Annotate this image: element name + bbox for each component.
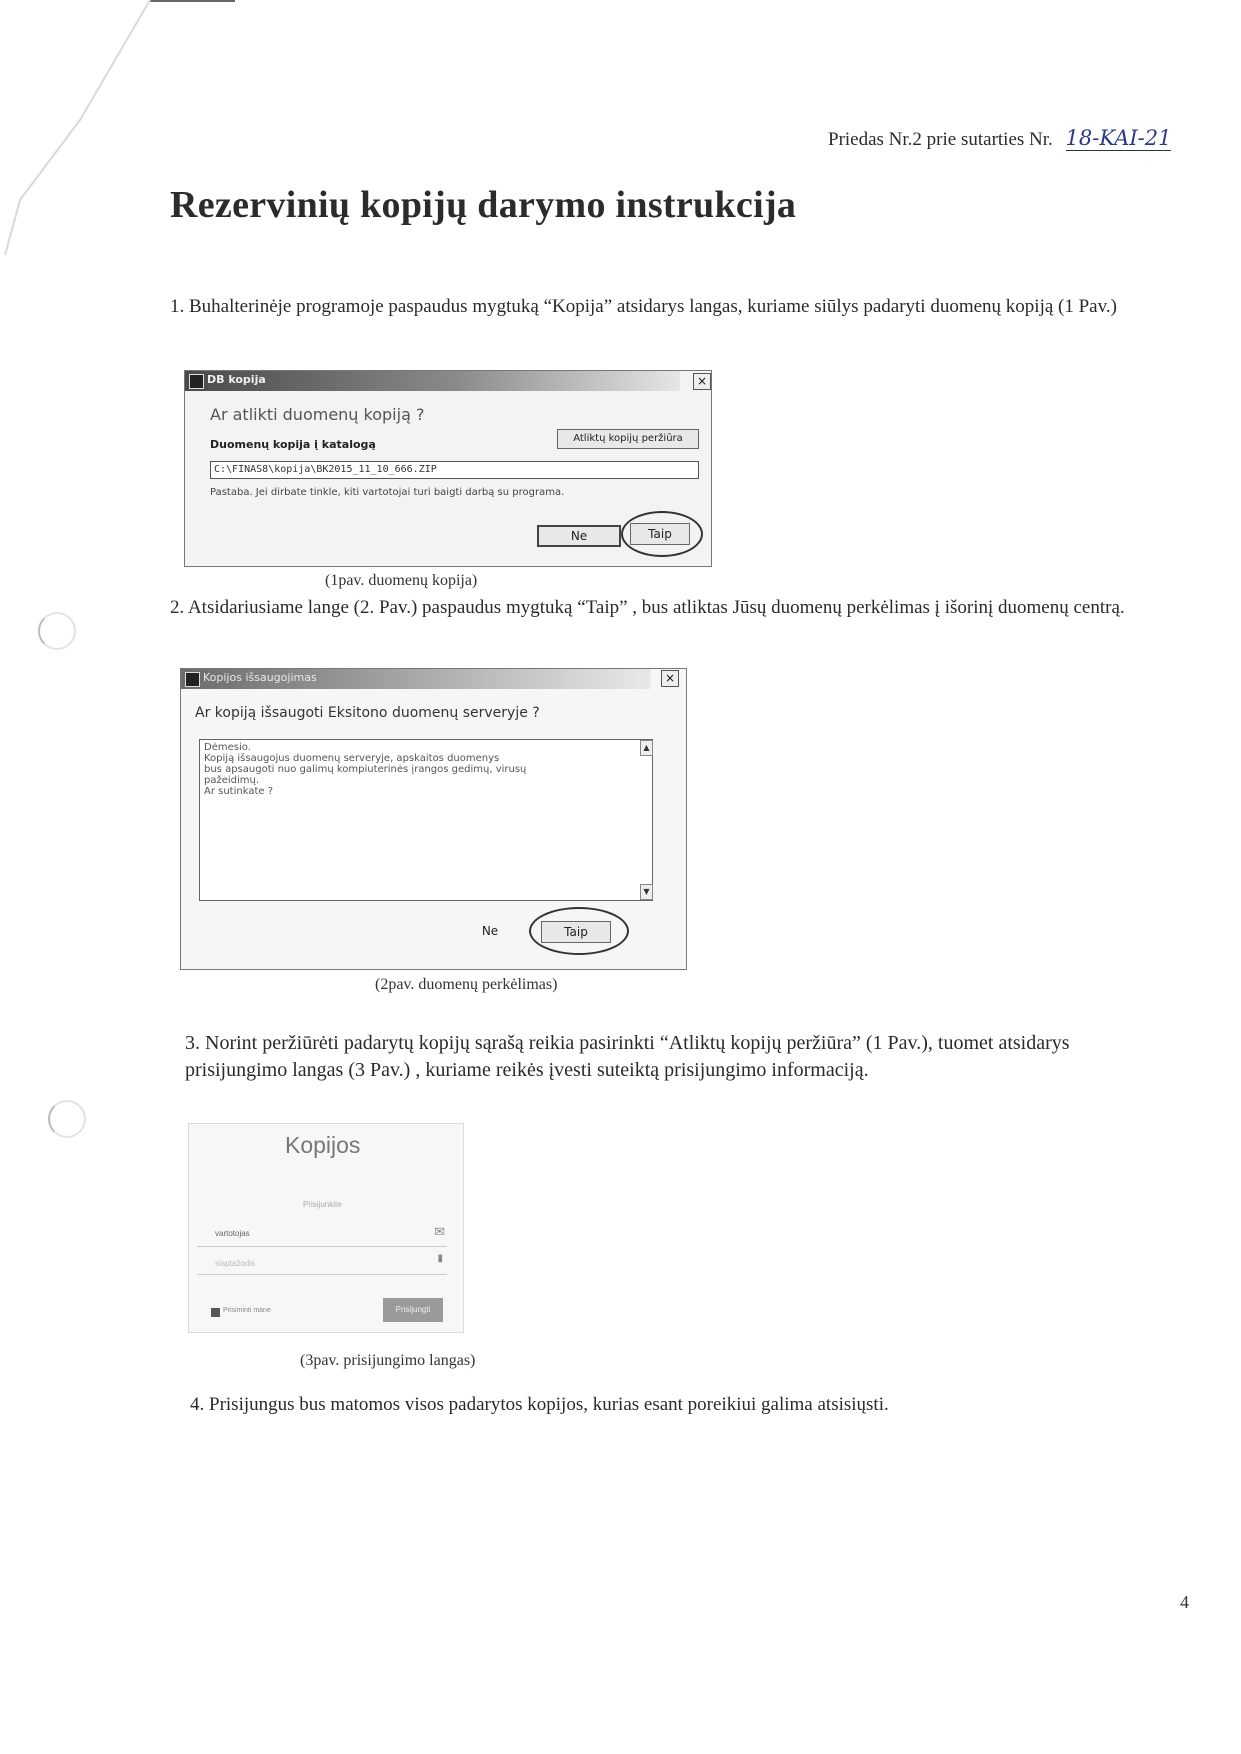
save-question: Ar kopiją išsaugoti Eksitono duomenų serveryje ? xyxy=(195,705,540,721)
message-line: bus apsaugoti nuo galimų kompiuterinės įrangos gedimų, virusų xyxy=(204,764,527,775)
network-note: Pastaba. Jei dirbate tinkle, kiti vartotojai turi baigti darbą su programa. xyxy=(210,487,565,498)
app-icon xyxy=(189,374,204,389)
yes-button[interactable]: Taip xyxy=(541,921,611,943)
remember-me-checkbox[interactable] xyxy=(211,1308,220,1317)
dialog-title: Kopijos išsaugojimas xyxy=(203,671,317,684)
step-3-text: 3. Norint peržiūrėti padarytų kopijų sąrašą reikia pasirinkti “Atliktų kopijų peržiūra” (1 Pav.), tuomet atsidarys prisijungimo langas (3 Pav.) , kuriame reikės įvesti suteiktą prisijungimo informaciją. xyxy=(185,1032,1070,1081)
message-line: Ar sutinkate ? xyxy=(204,786,274,797)
highlight-circle xyxy=(529,907,629,955)
step-1-text: 1. Buhalterinėje programoje paspaudus mygtuką “Kopija” atsidarys langas, kuriame siūlys padaryti duomenų kopiją (1 Pav.) xyxy=(170,296,1117,317)
contract-number: 18-KAI-21 xyxy=(1065,126,1172,150)
scan-fold-line xyxy=(0,0,160,260)
message-line: Kopiją išsaugojus duomenų serveryje, apskaitos duomenys xyxy=(204,753,500,764)
dialog-titlebar xyxy=(181,669,651,689)
dialog-titlebar xyxy=(185,371,680,391)
backup-question: Ar atlikti duomenų kopiją ? xyxy=(210,405,425,424)
review-backups-button[interactable]: Atliktų kopijų peržiūra xyxy=(557,429,699,449)
no-button[interactable]: Ne xyxy=(537,525,621,547)
punch-hole-bottom xyxy=(48,1100,86,1138)
page-number: 4 xyxy=(1180,1592,1189,1612)
fig2-caption: (2pav. duomenų perkėlimas) xyxy=(375,976,558,993)
appendix-note xyxy=(828,126,1171,151)
password-field[interactable] xyxy=(197,1250,447,1275)
scroll-up-icon[interactable]: ▲ xyxy=(640,740,653,756)
no-button[interactable]: Ne xyxy=(481,924,499,938)
appendix-text: Priedas Nr.2 prie sutarties Nr. xyxy=(828,129,1053,150)
scroll-down-icon[interactable]: ▼ xyxy=(640,884,653,900)
envelope-icon: ✉ xyxy=(434,1224,445,1239)
db-backup-dialog xyxy=(184,370,712,567)
login-subheading: Prisijunkite xyxy=(303,1200,342,1209)
message-line: pažeidimų. xyxy=(204,775,260,786)
backup-save-dialog xyxy=(180,668,687,970)
backup-path-field[interactable]: C:\FINAS8\kopija\BK2015_11_10_666.ZIP xyxy=(210,461,699,479)
step-2-text: 2. Atsidariusiame lange (2. Pav.) paspaudus mygtuką “Taip” , bus atliktas Jūsų duomenų perkėlimas į išorinį duomenų centrą. xyxy=(170,597,1125,618)
punch-hole-top xyxy=(38,612,76,650)
close-icon[interactable]: × xyxy=(693,373,711,390)
close-icon[interactable]: × xyxy=(661,670,679,687)
message-line: Dėmesio. xyxy=(204,742,251,753)
lock-icon: ▮ xyxy=(437,1253,443,1264)
password-placeholder: slaptažodis xyxy=(215,1259,256,1268)
app-icon xyxy=(185,672,200,687)
username-value: vartotojas xyxy=(215,1229,250,1238)
scan-edge-top xyxy=(150,0,235,2)
step-4-text: 4. Prisijungus bus matomos visos padarytos kopijos, kurias esant poreikiui galima atsisiųsti. xyxy=(190,1394,889,1415)
fig1-caption: (1pav. duomenų kopija) xyxy=(325,572,478,589)
login-heading: Kopijos xyxy=(285,1132,361,1158)
remember-me-label: Prisiminti mane xyxy=(223,1307,271,1314)
catalog-label: Duomenų kopija į katalogą xyxy=(210,438,376,451)
dialog-title: DB kopija xyxy=(207,373,266,386)
username-field[interactable] xyxy=(197,1222,447,1247)
warning-message-box xyxy=(199,739,653,901)
login-window xyxy=(188,1123,464,1333)
yes-button[interactable]: Taip xyxy=(630,523,690,545)
highlight-circle xyxy=(621,511,703,557)
page-title: Rezervinių kopijų darymo instrukcija xyxy=(170,184,797,226)
fig3-caption: (3pav. prisijungimo langas) xyxy=(300,1352,476,1369)
login-button[interactable]: Prisijungti xyxy=(383,1298,443,1322)
